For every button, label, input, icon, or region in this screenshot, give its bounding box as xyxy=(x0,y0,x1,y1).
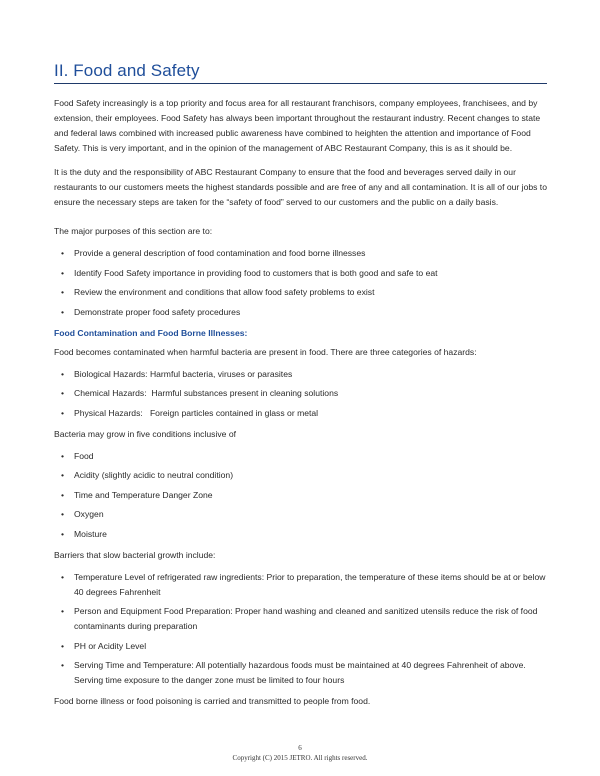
barriers-list xyxy=(54,570,551,689)
bullet-icon: • xyxy=(61,528,65,539)
list-item: • Identify Food Safety importance in providing food to customers that is both good and safe to eat xyxy=(54,266,551,281)
list-item: • Chemical Hazards: Harmful substances present in cleaning solutions xyxy=(54,386,551,401)
page-number: 6 xyxy=(298,744,302,752)
bullet-icon: • xyxy=(61,267,65,278)
list-item: • Serving Time and Temperature: All potentially hazardous foods must be maintained at 40 degrees Fahrenheit of above. Serving time exposure to the danger zone must be limited to four hours xyxy=(61,660,526,685)
conditions-intro: Bacteria may grow in five conditions inclusive of xyxy=(54,428,236,439)
list-item: • Person and Equipment Food Preparation: Proper hand washing and cleaned and sanitized utensils reduce the risk of food contaminants during preparation xyxy=(61,606,538,631)
list-item: • Moisture xyxy=(54,527,551,542)
list-item: • Biological Hazards: Harmful bacteria, viruses or parasites xyxy=(54,367,551,382)
bullet-icon: • xyxy=(61,388,65,398)
intro-paragraph: The major purposes of this section are to: xyxy=(54,226,213,236)
subheading: Food Contamination and Food Borne Illnesses: xyxy=(54,327,248,338)
list-item: • Review the environment and conditions that allow food safety problems to exist xyxy=(54,285,551,300)
intro-paragraph: It is the duty and the responsibility of ABC Restaurant Company to ensure that the food and beverages served daily in our restaurants to our customers meets the highest standards possible and are free of any and all contamination. It is all of our jobs to ensure the necessary steps are taken for the “safety of food” served to our customers and the public on a daily basis. xyxy=(54,167,547,207)
bullet-icon: • xyxy=(61,489,65,500)
section-body xyxy=(54,96,551,718)
bullet-icon: • xyxy=(61,606,65,616)
section-title: II. Food and Safety xyxy=(54,60,547,84)
intro-paragraph: Food Safety increasingly is a top priority and focus area for all restaurant franchisors, company employees, franchisees, and by extension, their employees. Food Safety has always been important throughout the restaurant industry. Recent changes to state and federal laws combined with increased public awareness have combined to heighten the attention and importance of Food Safety. This is very important, and in the opinion of the management of ABC Restaurant Company, this is as it should be. xyxy=(54,98,541,153)
list-item: • Demonstrate proper food safety procedures xyxy=(54,305,551,320)
hazards-intro: Food becomes contaminated when harmful bacteria are present in food. There are three categories of hazards: xyxy=(54,346,477,357)
bullet-icon: • xyxy=(61,640,65,651)
bullet-icon: • xyxy=(61,368,65,379)
bullet-icon: • xyxy=(61,248,65,258)
bullet-icon: • xyxy=(61,470,65,480)
bullet-icon: • xyxy=(61,450,65,461)
conditions-list xyxy=(54,449,551,542)
bullet-icon: • xyxy=(61,407,65,418)
bullet-icon: • xyxy=(61,287,65,297)
list-item: • Temperature Level of refrigerated raw ingredients: Prior to preparation, the temperature of these items should be at or below 40 degrees Fahrenheit xyxy=(61,571,546,597)
list-item: • Oxygen xyxy=(54,507,551,522)
hazards-list xyxy=(54,367,551,421)
closing-paragraph: Food borne illness or food poisoning is carried and transmitted to people from food. xyxy=(54,696,371,706)
list-item: • PH or Acidity Level xyxy=(54,639,551,654)
bullet-icon: • xyxy=(61,306,65,317)
barriers-intro: Barriers that slow bacterial growth include: xyxy=(54,549,216,560)
bullet-icon: • xyxy=(61,660,65,670)
copyright-notice: Copyright (C) 2015 JETRO. All rights reserved. xyxy=(232,754,368,762)
list-item: • Provide a general description of food contamination and food borne illnesses xyxy=(54,246,551,261)
purposes-list xyxy=(54,246,551,320)
list-item: • Physical Hazards: Foreign particles contained in glass or metal xyxy=(54,406,551,421)
bullet-icon: • xyxy=(61,509,65,519)
list-item: • Food xyxy=(54,449,551,464)
bullet-icon: • xyxy=(61,571,65,582)
list-item: • Time and Temperature Danger Zone xyxy=(54,488,551,503)
list-item: • Acidity (slightly acidic to neutral condition) xyxy=(54,468,551,483)
